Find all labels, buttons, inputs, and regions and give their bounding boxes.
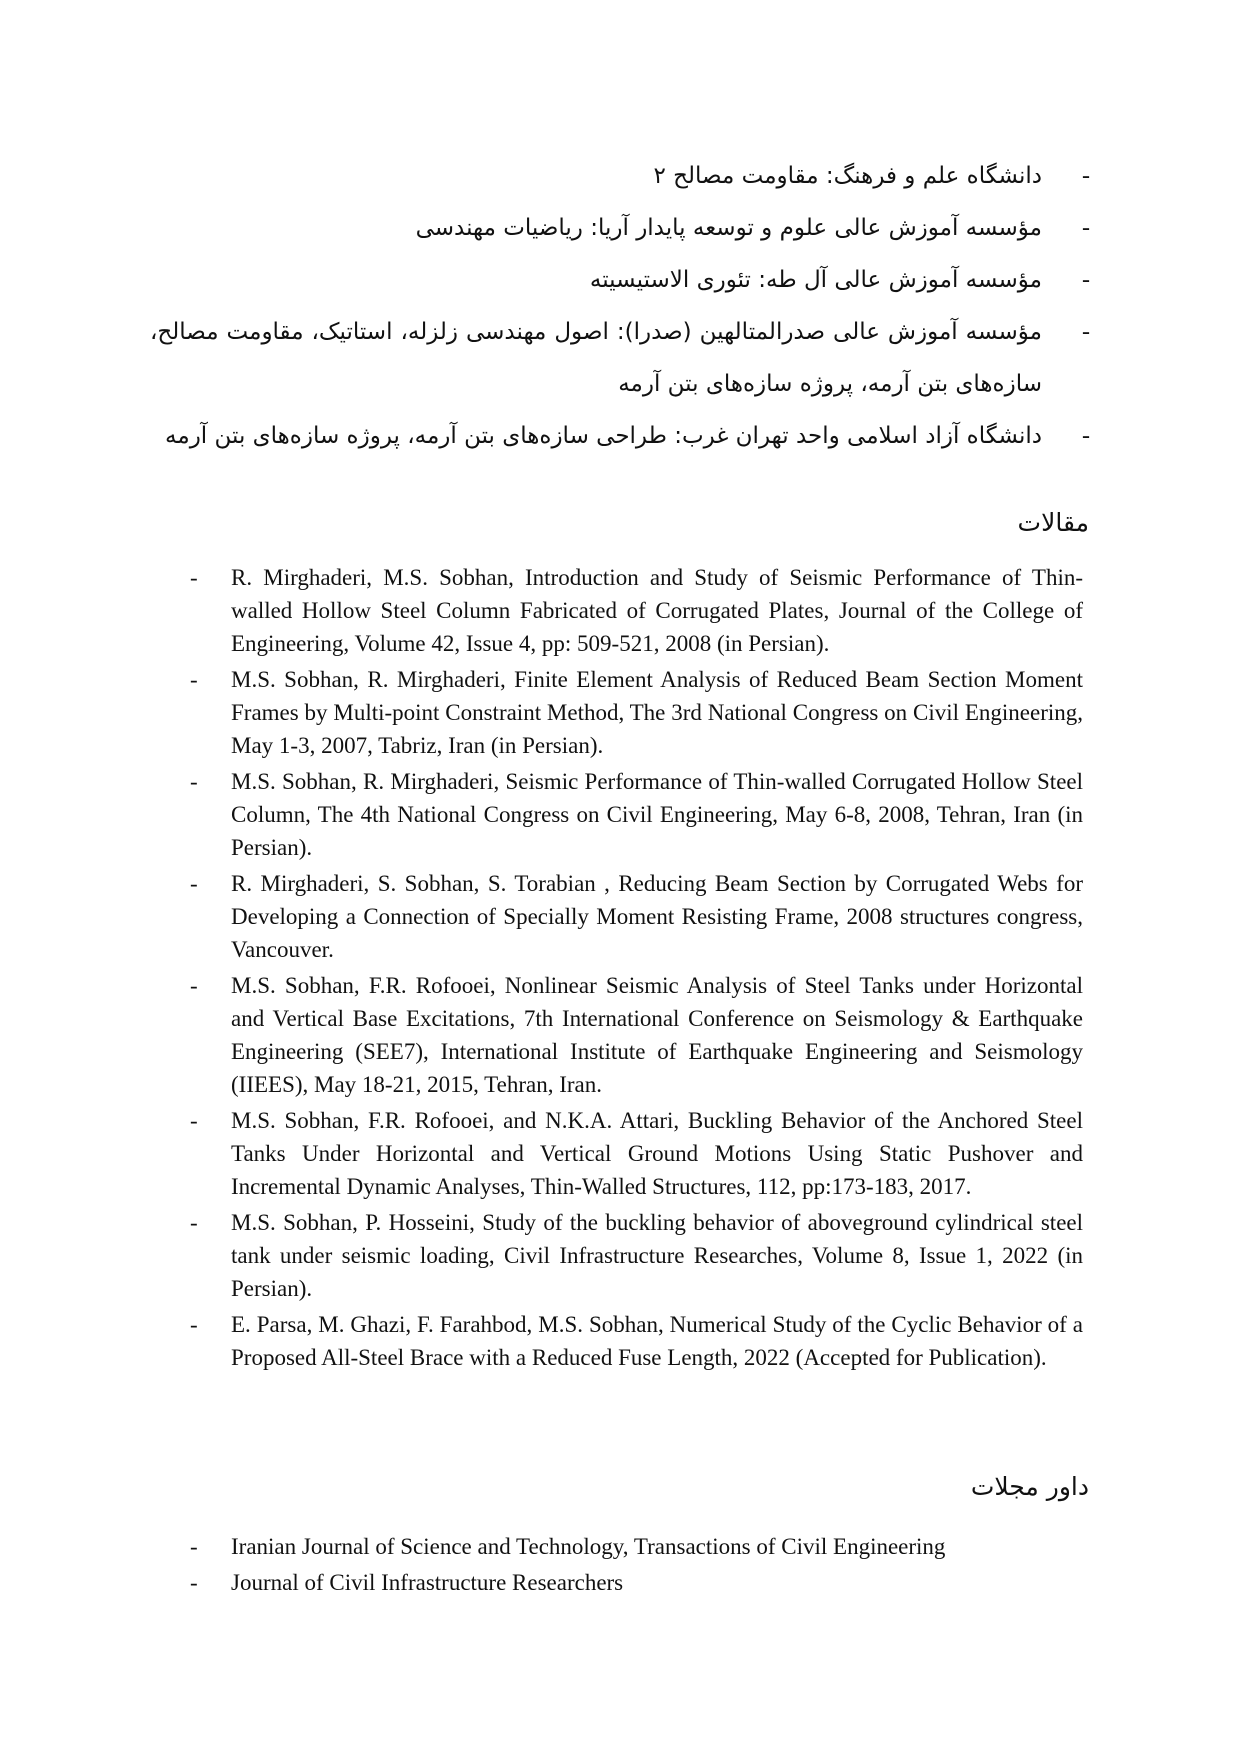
paper-citation: R. Mirghaderi, M.S. Sobhan, Introduction and Study of Seismic Performance of Thin-walled Hollow Steel Column Fabricated of Corrugated Plates, Journal of the College of Engineering, Volume 42, Issue 4, pp: 509-521, 2008 (in Persian). [231,565,1083,656]
paper-item [190,1206,1083,1305]
paper-item [190,867,1083,966]
papers-heading: مقالات [1017,508,1089,537]
paper-item [190,969,1083,1101]
paper-citation: R. Mirghaderi, S. Sobhan, S. Torabian , Reducing Beam Section by Corrugated Webs for Developing a Connection of Specially Moment Resisting Frame, 2008 structures congress, Vancouver. [231,871,1083,962]
journal-name: Iranian Journal of Science and Technology, Transactions of Civil Engineering [231,1534,946,1559]
teaching-item-text: دانشگاه علم و فرهنگ: مقاومت مصالح ۲ [653,163,1042,189]
reviewer-list [190,1530,1083,1602]
teaching-item-text: مؤسسه آموزش عالی صدرالمتالهین (صدرا): اصول مهندسی زلزله، استاتیک، مقاومت مصالح، سازه‌های بتن آرمه، پروژه سازه‌های بتن آرمه [150,319,1042,397]
list-bullet: - [190,1534,198,1559]
list-bullet: - [190,565,198,590]
list-bullet: - [190,667,198,692]
teaching-item-text: دانشگاه آزاد اسلامی واحد تهران غرب: طراحی سازه‌های بتن آرمه، پروژه سازه‌های بتن آرمه [165,423,1042,449]
paper-citation: M.S. Sobhan, F.R. Rofooei, and N.K.A. Attari, Buckling Behavior of the Anchored Steel Tanks Under Horizontal and Vertical Ground Motions Using Static Pushover and Incremental Dynamic Analyses, Thin-Walled Structures, 112, pp:173-183, 2017. [231,1108,1083,1199]
list-bullet: - [1082,423,1090,449]
paper-item [190,1104,1083,1203]
teaching-item [150,254,1090,306]
list-bullet: - [190,769,198,794]
paper-citation: E. Parsa, M. Ghazi, F. Farahbod, M.S. Sobhan, Numerical Study of the Cyclic Behavior of a Proposed All-Steel Brace with a Reduced Fuse Length, 2022 (Accepted for Publication). [231,1312,1083,1370]
paper-item [190,1308,1083,1374]
list-bullet: - [190,1210,198,1235]
paper-citation: M.S. Sobhan, F.R. Rofooei, Nonlinear Seismic Analysis of Steel Tanks under Horizontal and Vertical Base Excitations, 7th International Conference on Seismology & Earthquake Engineering (SEE7), International Institute of Earthquake Engineering and Seismology (IIEES), May 18-21, 2015, Tehran, Iran. [231,973,1083,1097]
list-bullet: - [1082,267,1090,293]
reviewer-heading: داور مجلات [970,1472,1089,1501]
paper-citation: M.S. Sobhan, P. Hosseini, Study of the buckling behavior of aboveground cylindrical steel tank under seismic loading, Civil Infrastructure Researches, Volume 8, Issue 1, 2022 (in Persian). [231,1210,1083,1301]
list-bullet: - [190,871,198,896]
paper-item [190,561,1083,660]
journal-item [190,1530,1083,1563]
paper-citation: M.S. Sobhan, R. Mirghaderi, Finite Element Analysis of Reduced Beam Section Moment Frames by Multi-point Constraint Method, The 3rd National Congress on Civil Engineering, May 1-3, 2007, Tabriz, Iran (in Persian). [231,667,1083,758]
list-bullet: - [190,1570,198,1595]
teaching-item-text: مؤسسه آموزش عالی آل طه: تئوری الاستیسیته [589,267,1042,293]
list-bullet: - [1082,163,1090,189]
list-bullet: - [1082,215,1090,241]
journal-name: Journal of Civil Infrastructure Researchers [231,1570,624,1595]
papers-list [190,561,1083,1377]
list-bullet: - [190,973,198,998]
teaching-item [150,410,1090,462]
teaching-item [150,202,1090,254]
teaching-list [150,150,1090,462]
paper-citation: M.S. Sobhan, R. Mirghaderi, Seismic Performance of Thin-walled Corrugated Hollow Steel Column, The 4th National Congress on Civil Engineering, May 6-8, 2008, Tehran, Iran (in Persian). [231,769,1083,860]
journal-item [190,1566,1083,1599]
paper-item [190,663,1083,762]
list-bullet: - [190,1312,198,1337]
teaching-item [150,306,1090,410]
paper-item [190,765,1083,864]
list-bullet: - [1082,319,1090,345]
teaching-item-text: مؤسسه آموزش عالی علوم و توسعه پایدار آریا: ریاضیات مهندسی [415,215,1042,241]
teaching-item [150,150,1090,202]
list-bullet: - [190,1108,198,1133]
